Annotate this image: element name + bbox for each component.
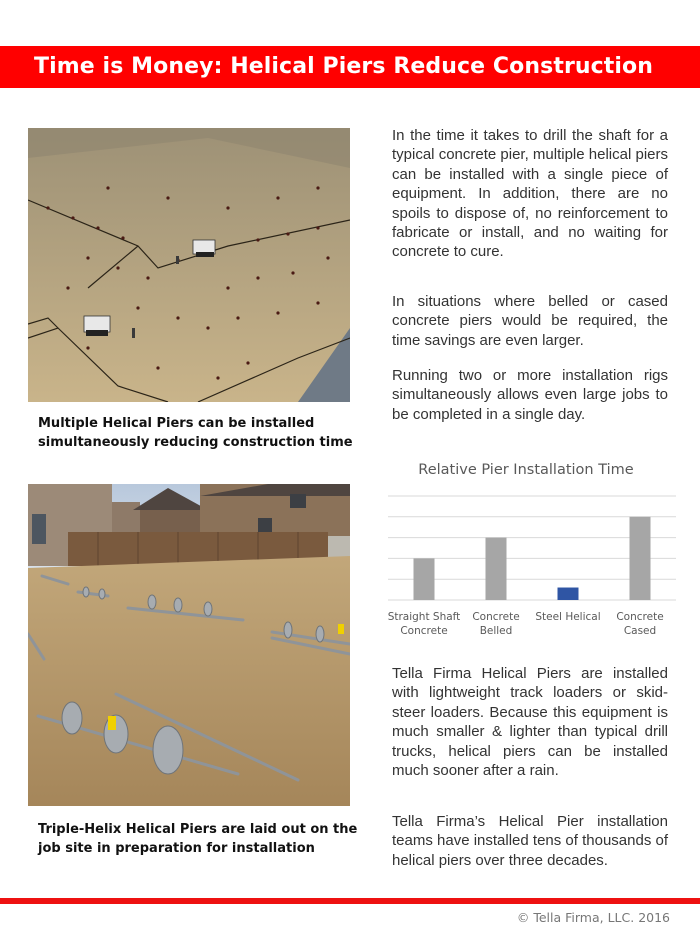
copyright-notice: © Tella Firma, LLC. 2016 (516, 910, 670, 925)
chart-category-label: Concrete (616, 611, 664, 623)
chart-bar (414, 558, 435, 600)
footer-divider (0, 898, 700, 904)
paragraph-drill-time: In the time it takes to drill the shaft for a typical concrete pier, multiple helical piers can be installed with a single piece of equipment. In addition, there are no spoils to dispose of, no reinforcement to fabricate or install, and no waiting for concrete to cure. (392, 127, 668, 261)
title-banner (0, 46, 700, 121)
top-image-caption: Multiple Helical Piers can be installed simultaneously reducing construction time (38, 416, 353, 450)
page-title: Time is Money: Helical Piers Reduce Construction Time (34, 54, 654, 121)
job-site-rendering (28, 128, 350, 402)
chart-category-label: Concrete (400, 625, 448, 637)
chart-category-labels (388, 611, 664, 637)
chart-category-label: Concrete (472, 611, 520, 623)
paragraph-equipment: Tella Firma Helical Piers are installed with lightweight track loaders or skid-steer loaders. Because this equipment is much smaller & lighter than typical drill trucks, helical piers can be installed much sooner after a rain. (392, 665, 668, 780)
installation-time-chart (382, 452, 682, 642)
chart-bar (486, 538, 507, 600)
chart-title: Relative Pier Installation Time (418, 462, 634, 478)
chart-category-label: Straight Shaft (387, 611, 461, 623)
chart-category-label: Cased (623, 625, 657, 637)
chart-bar (630, 517, 651, 600)
bottom-image-caption: Triple-Helix Helical Piers are laid out on the job site in preparation for installation (38, 822, 358, 856)
chart-category-label: Belled (479, 625, 513, 637)
chart-canvas (382, 452, 682, 642)
chart-bar (558, 588, 579, 600)
paragraph-belled-cased: In situations where belled or cased concrete piers would be required, the time savings are even larger. (392, 293, 668, 349)
chart-category-label: Steel Helical (535, 611, 601, 623)
paragraph-multiple-rigs: Running two or more installation rigs simultaneously allows even large jobs to be completed in a single day. (392, 367, 668, 423)
job-site-photo (28, 484, 350, 806)
paragraph-experience: Tella Firma’s Helical Pier installation teams have installed tens of thousands of helical piers over three decades. (392, 813, 669, 869)
